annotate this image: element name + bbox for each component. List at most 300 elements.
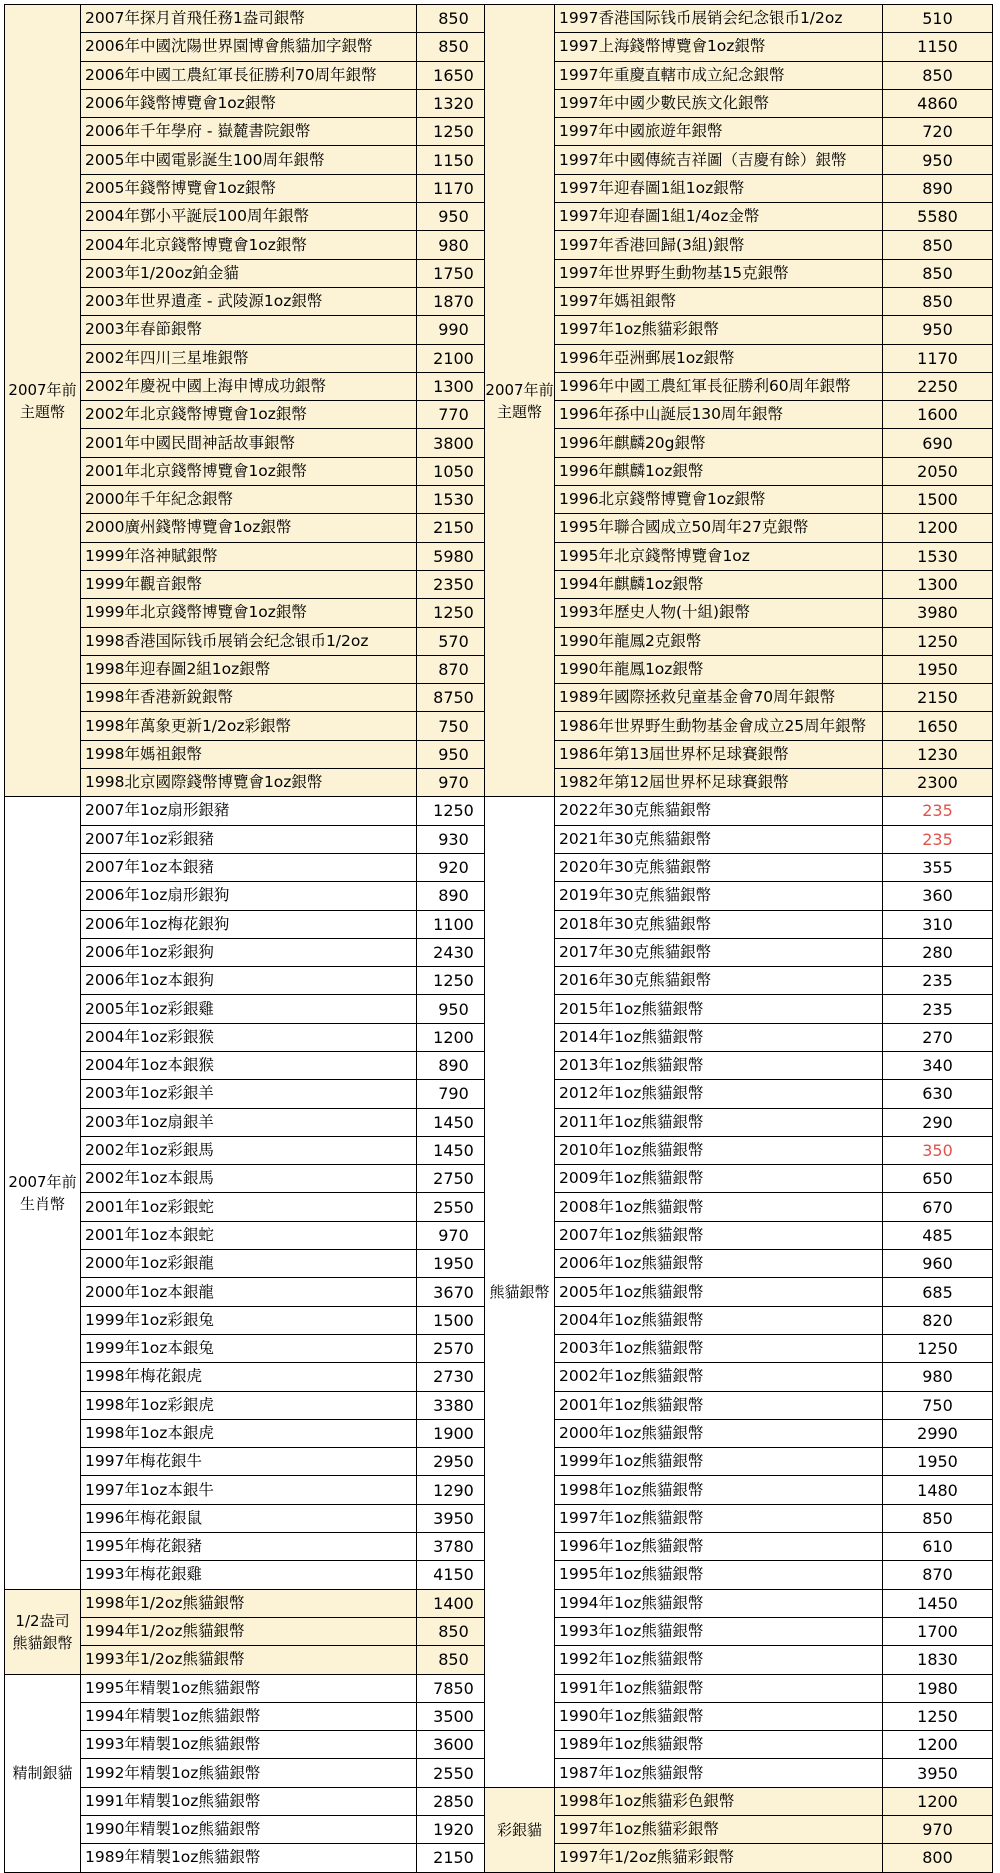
coin-price-cell: 5580	[883, 203, 993, 231]
coin-name-cell: 2016年30克熊貓銀幣	[555, 967, 883, 995]
coin-name-cell: 2007年1oz本銀豬	[81, 853, 417, 881]
coin-price-cell: 1870	[417, 287, 491, 315]
coin-price-cell: 950	[417, 995, 491, 1023]
coin-price-cell: 800	[883, 1844, 993, 1872]
coin-name-cell: 2007年探月首飛任務1盎司銀幣	[81, 5, 417, 33]
left-price-table-body	[5, 5, 491, 1873]
coin-price-cell: 1950	[883, 1448, 993, 1476]
coin-price-cell: 630	[883, 1080, 993, 1108]
table-row	[485, 938, 993, 966]
coin-price-cell: 670	[883, 1193, 993, 1221]
coin-price-cell: 1450	[417, 1136, 491, 1164]
coin-name-cell: 1992年精製1oz熊貓銀幣	[81, 1759, 417, 1787]
table-row	[485, 1731, 993, 1759]
table-row	[485, 655, 993, 683]
coin-name-cell: 1997年中國旅遊年銀幣	[555, 118, 883, 146]
coin-name-cell: 2006年中國工農紅軍長征勝利70周年銀幣	[81, 61, 417, 89]
coin-name-cell: 1997年1oz本銀牛	[81, 1476, 417, 1504]
coin-price-cell: 970	[417, 1221, 491, 1249]
coin-price-cell: 2150	[417, 1844, 491, 1872]
coin-price-cell: 570	[417, 627, 491, 655]
coin-name-cell: 2005年錢幣博覽會1oz銀幣	[81, 174, 417, 202]
coin-price-cell: 3670	[417, 1278, 491, 1306]
coin-price-cell: 980	[883, 1363, 993, 1391]
coin-price-cell: 2550	[417, 1193, 491, 1221]
coin-name-cell: 1998香港国际钱币展销会纪念银币1/2oz	[81, 627, 417, 655]
coin-name-cell: 1995年梅花銀豬	[81, 1533, 417, 1561]
coin-price-cell: 890	[417, 882, 491, 910]
coin-name-cell: 1999年1oz彩銀兔	[81, 1306, 417, 1334]
coin-price-cell: 235	[883, 995, 993, 1023]
coin-name-cell: 2007年1oz扇形銀豬	[81, 797, 417, 825]
table-row	[485, 542, 993, 570]
coin-name-cell: 1997年媽祖銀幣	[555, 287, 883, 315]
coin-name-cell: 2004年鄧小平誕辰100周年銀幣	[81, 203, 417, 231]
coin-price-cell: 3600	[417, 1731, 491, 1759]
coin-price-cell: 1480	[883, 1476, 993, 1504]
coin-name-cell: 1993年1/2oz熊貓銀幣	[81, 1646, 417, 1674]
coin-name-cell: 1999年北京錢幣博覽會1oz銀幣	[81, 599, 417, 627]
coin-price-cell: 355	[883, 853, 993, 881]
coin-price-cell: 850	[417, 1646, 491, 1674]
table-row	[485, 967, 993, 995]
coin-price-cell: 2750	[417, 1165, 491, 1193]
coin-name-cell: 1993年1oz熊貓銀幣	[555, 1617, 883, 1645]
coin-name-cell: 1997年重慶直轄市成立紀念銀幣	[555, 61, 883, 89]
coin-price-cell: 1170	[417, 174, 491, 202]
coin-price-cell: 1150	[417, 146, 491, 174]
coin-name-cell: 1998年迎春圖2組1oz銀幣	[81, 655, 417, 683]
coin-price-cell: 485	[883, 1221, 993, 1249]
coin-price-cell: 3500	[417, 1702, 491, 1730]
table-row	[485, 259, 993, 287]
table-row	[485, 1844, 993, 1872]
coin-name-cell: 1994年1/2oz熊貓銀幣	[81, 1617, 417, 1645]
category-cell: 精制銀貓	[5, 1674, 81, 1872]
table-row	[485, 118, 993, 146]
coin-name-cell: 2002年北京錢幣博覽會1oz銀幣	[81, 401, 417, 429]
coin-name-cell: 1993年精製1oz熊貓銀幣	[81, 1731, 417, 1759]
coin-price-cell: 930	[417, 825, 491, 853]
coin-price-cell: 2100	[417, 344, 491, 372]
table-row	[485, 61, 993, 89]
coin-price-cell: 920	[417, 853, 491, 881]
coin-price-cell: 650	[883, 1165, 993, 1193]
coin-name-cell: 2002年四川三星堆銀幣	[81, 344, 417, 372]
coin-price-cell: 1250	[417, 797, 491, 825]
coin-price-cell: 750	[417, 712, 491, 740]
coin-name-cell: 1994年精製1oz熊貓銀幣	[81, 1702, 417, 1730]
coin-name-cell: 2002年慶祝中國上海申博成功銀幣	[81, 372, 417, 400]
coin-price-cell: 1150	[883, 33, 993, 61]
coin-price-cell: 2950	[417, 1448, 491, 1476]
coin-price-cell: 270	[883, 1023, 993, 1051]
coin-price-cell: 310	[883, 910, 993, 938]
coin-price-cell: 1650	[883, 712, 993, 740]
table-row	[5, 1674, 491, 1702]
table-row	[485, 486, 993, 514]
table-row	[485, 1646, 993, 1674]
coin-price-cell: 235	[883, 825, 993, 853]
table-row	[485, 1816, 993, 1844]
coin-price-cell: 2550	[417, 1759, 491, 1787]
coin-name-cell: 2004年北京錢幣博覽會1oz銀幣	[81, 231, 417, 259]
coin-price-cell: 1830	[883, 1646, 993, 1674]
right-price-table	[484, 4, 993, 1873]
coin-price-cell: 350	[883, 1136, 993, 1164]
table-row	[485, 514, 993, 542]
table-row	[485, 457, 993, 485]
coin-name-cell: 2014年1oz熊貓銀幣	[555, 1023, 883, 1051]
coin-price-cell: 1250	[883, 1702, 993, 1730]
coin-name-cell: 2005年1oz熊貓銀幣	[555, 1278, 883, 1306]
coin-price-cell: 2730	[417, 1363, 491, 1391]
coin-name-cell: 1996年麒麟20g銀幣	[555, 429, 883, 457]
coin-name-cell: 1993年歷史人物(十組)銀幣	[555, 599, 883, 627]
coin-price-cell: 850	[883, 259, 993, 287]
coin-price-cell: 1400	[417, 1589, 491, 1617]
table-row	[485, 1250, 993, 1278]
coin-name-cell: 1997年中國少數民族文化銀幣	[555, 89, 883, 117]
coin-price-cell: 1320	[417, 89, 491, 117]
coin-price-cell: 850	[883, 231, 993, 259]
coin-price-cell: 3980	[883, 599, 993, 627]
coin-price-cell: 770	[417, 401, 491, 429]
coin-price-cell: 820	[883, 1306, 993, 1334]
coin-name-cell: 2001年1oz彩銀蛇	[81, 1193, 417, 1221]
coin-name-cell: 2019年30克熊貓銀幣	[555, 882, 883, 910]
table-row	[485, 1051, 993, 1079]
coin-name-cell: 1990年精製1oz熊貓銀幣	[81, 1816, 417, 1844]
coin-name-cell: 2006年1oz扇形銀狗	[81, 882, 417, 910]
coin-price-cell: 340	[883, 1051, 993, 1079]
coin-name-cell: 2006年1oz本銀狗	[81, 967, 417, 995]
coin-name-cell: 2005年中國電影誕生100周年銀幣	[81, 146, 417, 174]
coin-name-cell: 1996年1oz熊貓銀幣	[555, 1533, 883, 1561]
coin-price-cell: 1100	[417, 910, 491, 938]
table-row	[485, 1702, 993, 1730]
coin-price-cell: 1200	[417, 1023, 491, 1051]
coin-name-cell: 2021年30克熊貓銀幣	[555, 825, 883, 853]
coin-name-cell: 1996年亞洲郵展1oz銀幣	[555, 344, 883, 372]
coin-price-cell: 280	[883, 938, 993, 966]
coin-price-cell: 1750	[417, 259, 491, 287]
coin-name-cell: 2002年1oz本銀馬	[81, 1165, 417, 1193]
coin-name-cell: 2018年30克熊貓銀幣	[555, 910, 883, 938]
table-row	[485, 1136, 993, 1164]
coin-price-cell: 2850	[417, 1787, 491, 1815]
coin-price-cell: 3950	[883, 1759, 993, 1787]
coin-price-cell: 960	[883, 1250, 993, 1278]
table-row	[485, 174, 993, 202]
coin-name-cell: 2001年1oz本銀蛇	[81, 1221, 417, 1249]
coin-name-cell: 2006年1oz熊貓銀幣	[555, 1250, 883, 1278]
coin-name-cell: 2006年中國沈陽世界園博會熊貓加字銀幣	[81, 33, 417, 61]
coin-name-cell: 2001年中國民間神話故事銀幣	[81, 429, 417, 457]
coin-name-cell: 1992年1oz熊貓銀幣	[555, 1646, 883, 1674]
table-row	[485, 1787, 993, 1815]
table-row	[485, 1476, 993, 1504]
coin-name-cell: 1993年梅花銀雞	[81, 1561, 417, 1589]
coin-name-cell: 2004年1oz本銀猴	[81, 1051, 417, 1079]
coin-price-cell: 720	[883, 118, 993, 146]
coin-name-cell: 2009年1oz熊貓銀幣	[555, 1165, 883, 1193]
coin-name-cell: 2003年1/20oz鉑金貓	[81, 259, 417, 287]
table-row	[485, 33, 993, 61]
coin-name-cell: 2002年1oz彩銀馬	[81, 1136, 417, 1164]
coin-name-cell: 1997香港国际钱币展销会纪念银币1/2oz	[555, 5, 883, 33]
coin-price-cell: 1290	[417, 1476, 491, 1504]
coin-name-cell: 2013年1oz熊貓銀幣	[555, 1051, 883, 1079]
coin-name-cell: 1998年1oz熊貓彩色銀幣	[555, 1787, 883, 1815]
coin-name-cell: 1989年精製1oz熊貓銀幣	[81, 1844, 417, 1872]
coin-name-cell: 2000年1oz本銀龍	[81, 1278, 417, 1306]
coin-price-cell: 3380	[417, 1391, 491, 1419]
coin-price-cell: 950	[883, 316, 993, 344]
table-row	[5, 797, 491, 825]
coin-price-cell: 970	[883, 1816, 993, 1844]
coin-price-cell: 2050	[883, 457, 993, 485]
category-cell: 2007年前 主題幣	[485, 5, 555, 797]
coin-price-cell: 1200	[883, 514, 993, 542]
coin-price-cell: 290	[883, 1108, 993, 1136]
table-row	[485, 1419, 993, 1447]
coin-price-cell: 1250	[883, 1334, 993, 1362]
coin-price-cell: 690	[883, 429, 993, 457]
table-row	[485, 1221, 993, 1249]
coin-price-cell: 970	[417, 769, 491, 797]
coin-price-cell: 3800	[417, 429, 491, 457]
coin-price-cell: 1450	[883, 1589, 993, 1617]
coin-name-cell: 2006年1oz梅花銀狗	[81, 910, 417, 938]
coin-price-cell: 1300	[883, 570, 993, 598]
coin-price-cell: 1250	[417, 118, 491, 146]
coin-price-cell: 850	[417, 33, 491, 61]
category-cell: 2007年前 主題幣	[5, 5, 81, 797]
table-row	[485, 1193, 993, 1221]
table-row	[485, 1334, 993, 1362]
table-row	[485, 1278, 993, 1306]
coin-price-cell: 2150	[417, 514, 491, 542]
coin-name-cell: 2000年1oz彩銀龍	[81, 1250, 417, 1278]
coin-name-cell: 2000廣州錢幣博覽會1oz銀幣	[81, 514, 417, 542]
coin-price-cell: 1170	[883, 344, 993, 372]
coin-name-cell: 1998年香港新銳銀幣	[81, 684, 417, 712]
coin-price-cell: 1250	[417, 967, 491, 995]
coin-name-cell: 1989年1oz熊貓銀幣	[555, 1731, 883, 1759]
table-row	[5, 5, 491, 33]
coin-name-cell: 2017年30克熊貓銀幣	[555, 938, 883, 966]
coin-name-cell: 1997年世界野生動物基15克銀幣	[555, 259, 883, 287]
coin-price-cell: 2990	[883, 1419, 993, 1447]
table-row	[485, 684, 993, 712]
coin-name-cell: 1997年1oz熊貓彩銀幣	[555, 316, 883, 344]
coin-name-cell: 2003年1oz熊貓銀幣	[555, 1334, 883, 1362]
coin-name-cell: 1997年1oz熊貓銀幣	[555, 1504, 883, 1532]
coin-name-cell: 2020年30克熊貓銀幣	[555, 853, 883, 881]
coin-name-cell: 1994年1oz熊貓銀幣	[555, 1589, 883, 1617]
coin-name-cell: 1999年1oz熊貓銀幣	[555, 1448, 883, 1476]
table-row	[485, 712, 993, 740]
coin-name-cell: 2012年1oz熊貓銀幣	[555, 1080, 883, 1108]
coin-price-cell: 1600	[883, 401, 993, 429]
table-row	[485, 1306, 993, 1334]
coin-price-cell: 1530	[883, 542, 993, 570]
coin-price-cell: 850	[417, 1617, 491, 1645]
coin-name-cell: 1995年北京錢幣博覽會1oz	[555, 542, 883, 570]
coin-name-cell: 1987年1oz熊貓銀幣	[555, 1759, 883, 1787]
coin-name-cell: 2000年1oz熊貓銀幣	[555, 1419, 883, 1447]
coin-name-cell: 2007年1oz彩銀豬	[81, 825, 417, 853]
coin-name-cell: 2007年1oz熊貓銀幣	[555, 1221, 883, 1249]
table-row	[485, 1589, 993, 1617]
category-cell: 2007年前 生肖幣	[5, 797, 81, 1589]
table-row	[485, 627, 993, 655]
coin-name-cell: 1997年中國傳統吉祥圖（吉慶有餘）銀幣	[555, 146, 883, 174]
coin-name-cell: 1998年媽祖銀幣	[81, 740, 417, 768]
coin-name-cell: 1998年1oz本銀虎	[81, 1419, 417, 1447]
left-price-table	[4, 4, 491, 1873]
table-row	[485, 146, 993, 174]
coin-price-cell: 1900	[417, 1419, 491, 1447]
coin-price-cell: 1950	[883, 655, 993, 683]
table-row	[485, 1561, 993, 1589]
coin-name-cell: 1999年洛神賦銀幣	[81, 542, 417, 570]
table-row	[485, 882, 993, 910]
coin-name-cell: 1997年香港回歸(3組)銀幣	[555, 231, 883, 259]
coin-name-cell: 1990年1oz熊貓銀幣	[555, 1702, 883, 1730]
coin-price-cell: 1980	[883, 1674, 993, 1702]
table-row	[485, 853, 993, 881]
coin-price-cell: 235	[883, 967, 993, 995]
coin-name-cell: 1989年國際拯救兒童基金會70周年銀幣	[555, 684, 883, 712]
coin-name-cell: 1996年孫中山誕辰130周年銀幣	[555, 401, 883, 429]
coin-price-cell: 870	[883, 1561, 993, 1589]
coin-price-cell: 1500	[883, 486, 993, 514]
table-row	[485, 5, 993, 33]
table-row	[485, 401, 993, 429]
coin-price-cell: 3780	[417, 1533, 491, 1561]
coin-name-cell: 2006年千年學府 - 嶽麓書院銀幣	[81, 118, 417, 146]
coin-price-cell: 1530	[417, 486, 491, 514]
table-row	[485, 316, 993, 344]
coin-price-cell: 685	[883, 1278, 993, 1306]
coin-name-cell: 1982年第12屆世界杯足球賽銀幣	[555, 769, 883, 797]
coin-name-cell: 1996年梅花銀鼠	[81, 1504, 417, 1532]
table-row	[485, 1108, 993, 1136]
coin-name-cell: 2000年千年紀念銀幣	[81, 486, 417, 514]
coin-name-cell: 1997年迎春圖1組1oz銀幣	[555, 174, 883, 202]
coin-name-cell: 1990年龍鳳2克銀幣	[555, 627, 883, 655]
coin-name-cell: 1996北京錢幣博覽會1oz銀幣	[555, 486, 883, 514]
coin-price-cell: 870	[417, 655, 491, 683]
table-row	[485, 1617, 993, 1645]
coin-name-cell: 2011年1oz熊貓銀幣	[555, 1108, 883, 1136]
coin-name-cell: 1995年聯合國成立50周年27克銀幣	[555, 514, 883, 542]
table-row	[485, 1165, 993, 1193]
category-cell: 1/2盎司 熊貓銀幣	[5, 1589, 81, 1674]
coin-name-cell: 1991年1oz熊貓銀幣	[555, 1674, 883, 1702]
coin-name-cell: 2003年世界遺產 - 武陵源1oz銀幣	[81, 287, 417, 315]
coin-price-cell: 790	[417, 1080, 491, 1108]
coin-name-cell: 2003年春節銀幣	[81, 316, 417, 344]
coin-price-cell: 1300	[417, 372, 491, 400]
coin-price-cell: 1650	[417, 61, 491, 89]
coin-name-cell: 1999年1oz本銀兔	[81, 1334, 417, 1362]
coin-name-cell: 1997年1oz熊貓彩銀幣	[555, 1816, 883, 1844]
coin-name-cell: 2006年錢幣博覽會1oz銀幣	[81, 89, 417, 117]
coin-name-cell: 1998年萬象更新1/2oz彩銀幣	[81, 712, 417, 740]
table-row	[485, 995, 993, 1023]
table-row	[485, 372, 993, 400]
coin-name-cell: 2001年1oz熊貓銀幣	[555, 1391, 883, 1419]
coin-name-cell: 1997年梅花銀牛	[81, 1448, 417, 1476]
coin-name-cell: 2003年1oz扇銀羊	[81, 1108, 417, 1136]
coin-price-cell: 1920	[417, 1816, 491, 1844]
coin-price-cell: 610	[883, 1533, 993, 1561]
coin-name-cell: 1991年精製1oz熊貓銀幣	[81, 1787, 417, 1815]
coin-name-cell: 2002年1oz熊貓銀幣	[555, 1363, 883, 1391]
coin-price-cell: 1050	[417, 457, 491, 485]
coin-price-cell: 850	[883, 1504, 993, 1532]
coin-price-cell: 1200	[883, 1787, 993, 1815]
category-cell: 彩銀貓	[485, 1787, 555, 1872]
coin-name-cell: 1990年龍鳳1oz銀幣	[555, 655, 883, 683]
coin-name-cell: 1997上海錢幣博覽會1oz銀幣	[555, 33, 883, 61]
coin-name-cell: 2015年1oz熊貓銀幣	[555, 995, 883, 1023]
table-row	[485, 825, 993, 853]
coin-price-cell: 1450	[417, 1108, 491, 1136]
category-cell: 熊貓銀幣	[485, 797, 555, 1787]
coin-price-cell: 1500	[417, 1306, 491, 1334]
right-price-table-body	[485, 5, 993, 1873]
coin-name-cell: 1998年梅花銀虎	[81, 1363, 417, 1391]
coin-price-cell: 1200	[883, 1731, 993, 1759]
table-row	[485, 203, 993, 231]
coin-price-cell: 890	[883, 174, 993, 202]
table-row	[485, 1391, 993, 1419]
table-row	[485, 797, 993, 825]
coin-price-cell: 2150	[883, 684, 993, 712]
coin-name-cell: 1995年精製1oz熊貓銀幣	[81, 1674, 417, 1702]
table-row	[485, 570, 993, 598]
coin-name-cell: 1996年中國工農紅軍長征勝利60周年銀幣	[555, 372, 883, 400]
coin-price-cell: 2250	[883, 372, 993, 400]
coin-price-cell: 890	[417, 1051, 491, 1079]
table-row	[485, 1023, 993, 1051]
table-row	[485, 599, 993, 627]
table-row	[485, 740, 993, 768]
table-row	[485, 1674, 993, 1702]
coin-name-cell: 2008年1oz熊貓銀幣	[555, 1193, 883, 1221]
coin-price-cell: 235	[883, 797, 993, 825]
coin-price-cell: 3950	[417, 1504, 491, 1532]
coin-price-cell: 1230	[883, 740, 993, 768]
coin-name-cell: 1994年麒麟1oz銀幣	[555, 570, 883, 598]
coin-name-cell: 1998年1/2oz熊貓銀幣	[81, 1589, 417, 1617]
coin-price-cell: 950	[417, 203, 491, 231]
coin-name-cell: 1999年觀音銀幣	[81, 570, 417, 598]
coin-name-cell: 1997年迎春圖1組1/4oz金幣	[555, 203, 883, 231]
coin-price-cell: 850	[417, 5, 491, 33]
coin-price-cell: 510	[883, 5, 993, 33]
coin-price-cell: 7850	[417, 1674, 491, 1702]
table-row	[485, 1080, 993, 1108]
coin-price-cell: 360	[883, 882, 993, 910]
coin-price-cell: 1700	[883, 1617, 993, 1645]
coin-price-cell: 850	[883, 287, 993, 315]
coin-name-cell: 2004年1oz熊貓銀幣	[555, 1306, 883, 1334]
